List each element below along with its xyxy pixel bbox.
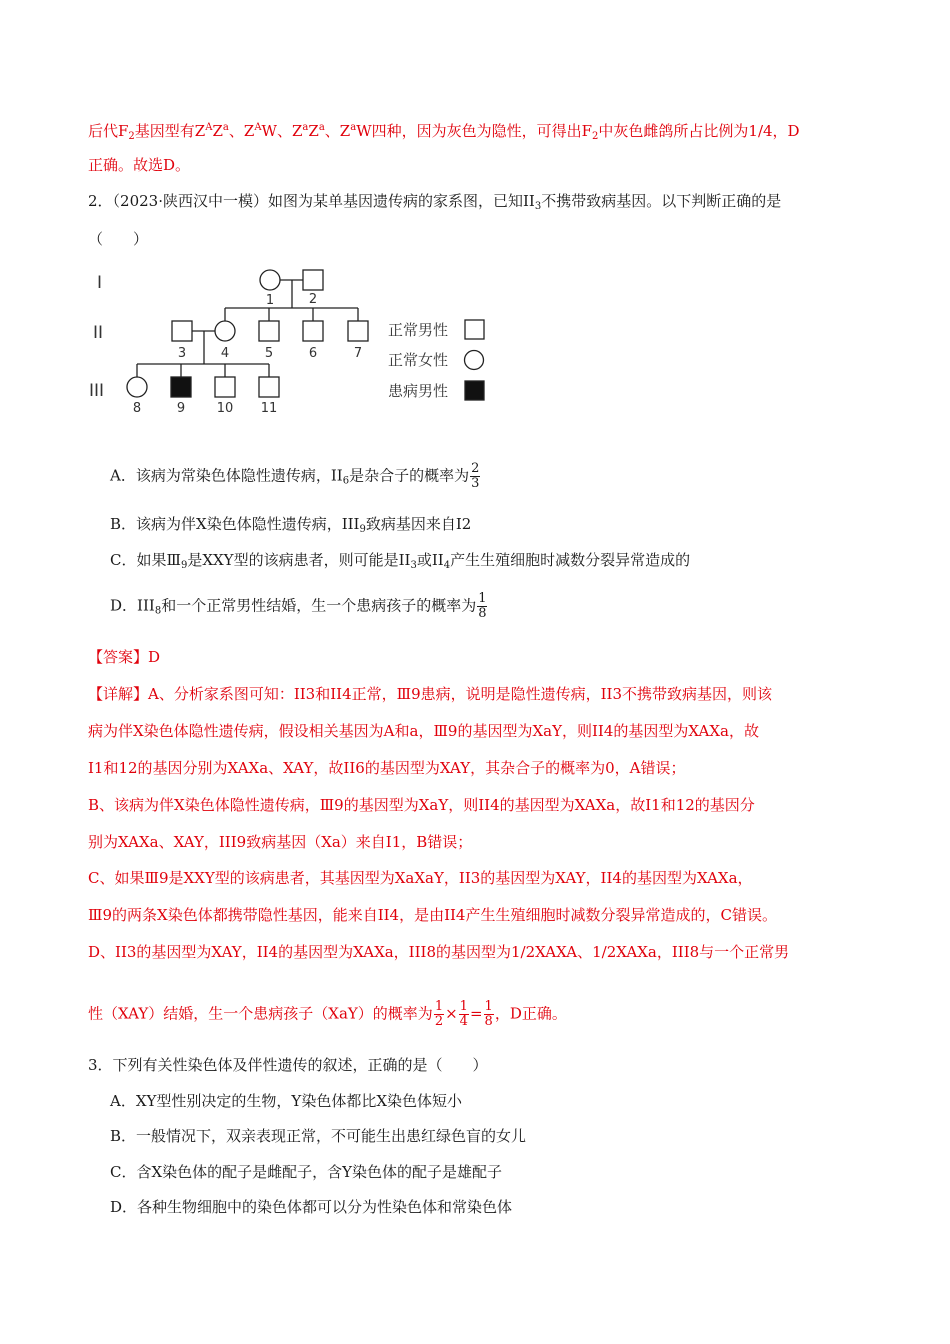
individual-II3 <box>172 321 192 341</box>
pedigree-diagram <box>88 262 508 422</box>
numerator: 1 <box>484 999 493 1014</box>
legend-label-normal-female: 正常女性 <box>388 351 449 369</box>
legend-affected-male-icon <box>465 381 484 400</box>
text: 、Z <box>276 122 303 140</box>
detail-line-8: D、II3的基因型为XAY，II4的基因型为XAXa，III8的基因型为1/2XAXA、1/2XAXa，III8与一个正常男 <box>88 943 790 961</box>
question-3-option-b: B．一般情况下，双亲表现正常，不可能生出患红绿色盲的女儿 <box>110 1127 527 1145</box>
superscript: a <box>302 122 309 133</box>
text: D．III <box>110 596 155 615</box>
text: 是杂合子的概率为 <box>349 466 470 485</box>
individual-III8 <box>127 377 147 397</box>
generation-label-II: II <box>93 323 104 343</box>
numerator: 1 <box>459 999 468 1014</box>
question-2-option-c <box>110 549 690 577</box>
denominator: 8 <box>484 1014 493 1029</box>
individual-id: 3 <box>177 346 187 361</box>
subscript: 9 <box>359 524 366 535</box>
individual-id: 1 <box>265 293 275 308</box>
text: 中灰色雌鸽所占比例为1/4，D <box>598 122 800 140</box>
subscript: 2 <box>128 131 135 142</box>
detail-line-7: Ⅲ9的两条X染色体都携带隐性基因，能来自II4，是由II4产生生殖细胞时减数分裂异常造成的，C错误。 <box>88 906 777 924</box>
individual-id: 7 <box>353 346 363 361</box>
text: B．该病为伴X染色体隐性遗传病，III <box>110 515 360 533</box>
subscript: 3 <box>534 201 542 212</box>
denominator: 8 <box>478 606 487 621</box>
prev-answer-line-2: 正确。故选D。 <box>88 156 191 174</box>
question-3-option-d: D．各种生物细胞中的染色体都可以分为性染色体和常染色体 <box>110 1198 513 1216</box>
legend-label-normal-male: 正常男性 <box>388 321 449 339</box>
text: W <box>356 122 372 140</box>
numerator: 1 <box>478 591 487 606</box>
individual-id: 2 <box>308 292 318 307</box>
numerator: 2 <box>471 461 480 476</box>
individual-I1 <box>260 270 280 290</box>
subscript: 9 <box>180 560 188 571</box>
generation-label-III: III <box>89 381 105 401</box>
text: 四种，因为灰色为隐性，可得出F <box>371 122 593 140</box>
times-sign: × <box>445 1004 458 1023</box>
legend-normal-female-icon <box>465 351 484 370</box>
text: C．如果Ⅲ <box>110 551 181 569</box>
legend-label-affected-male: 患病男性 <box>388 382 449 400</box>
text: 、Z <box>228 122 255 140</box>
superscript: A <box>205 122 213 133</box>
subscript: 4 <box>443 560 451 571</box>
detail-line-4: B、该病为伴X染色体隐性遗传病，Ⅲ9的基因型为XaY，则II4的基因型为XAXa，故I1和12的基因分 <box>88 796 755 814</box>
text: 2．（2023·陕西汉中一模）如图为某单基因遗传病的家系图，已知II <box>88 192 535 210</box>
text: 或II <box>416 551 444 569</box>
denominator: 2 <box>434 1014 444 1029</box>
individual-III10 <box>215 377 235 397</box>
superscript: a <box>222 122 229 133</box>
detail-line-9 <box>88 1000 567 1029</box>
answer-line: 【答案】D <box>88 648 161 666</box>
subscript: 2 <box>592 131 599 142</box>
text: 不携带致病基因。以下判断正确的是 <box>541 192 782 210</box>
text: 产生生殖细胞时减数分裂异常造成的 <box>450 551 691 569</box>
question-2-option-b <box>110 513 471 541</box>
legend-normal-male-icon <box>465 320 484 339</box>
superscript: A <box>254 122 262 133</box>
superscript: a <box>350 122 357 133</box>
individual-id: 4 <box>220 346 230 361</box>
text: 后代F <box>88 122 129 140</box>
question-2-paren: （ ） <box>88 230 149 248</box>
subscript: 3 <box>410 560 417 571</box>
individual-II7 <box>348 321 368 341</box>
text: ，D正确。 <box>494 1004 567 1023</box>
detail-line-1: 【详解】A、分析家系图可知：II3和II4正常，Ⅲ9患病，说明是隐性遗传病，II3不携带致病基因，则该 <box>88 685 773 703</box>
question-2-stem <box>88 190 781 218</box>
fraction <box>470 462 480 491</box>
individual-id: 11 <box>260 401 278 416</box>
text: 和一个正常男性结婚，生一个患病孩子的概率为 <box>161 596 477 615</box>
detail-line-3: I1和12的基因分别为XAXa、XAY，故II6的基因型为XAY，其杂合子的概率为0，A错误； <box>88 759 686 777</box>
denominator: 3 <box>471 476 480 491</box>
text: Z <box>308 122 319 140</box>
question-2-option-d <box>110 592 488 623</box>
fraction <box>459 1000 469 1029</box>
question-3-option-c: C．含X染色体的配子是雌配子，含Y染色体的配子是雄配子 <box>110 1163 503 1181</box>
individual-id: 10 <box>216 401 234 416</box>
individual-id: 9 <box>176 401 186 416</box>
individual-III9-affected <box>171 377 191 397</box>
subscript: 6 <box>342 475 350 487</box>
detail-line-2: 病为伴X染色体隐性遗传病，假设相关基因为A和a，Ⅲ9的基因型为XaY，则II4的基因型为XAXa，故 <box>88 722 759 740</box>
prev-answer-line-1 <box>88 117 800 148</box>
text: 、Z <box>324 122 351 140</box>
individual-III11 <box>259 377 279 397</box>
text: 性（XAY）结婚，生一个患病孩子（XaY）的概率为 <box>88 1004 433 1023</box>
text: 基因型有Z <box>134 122 206 140</box>
subscript: 8 <box>154 605 162 617</box>
superscript: a <box>318 122 325 133</box>
fraction <box>484 1000 494 1029</box>
generation-label-I: I <box>97 273 103 293</box>
individual-II6 <box>303 321 323 341</box>
text: Z <box>212 122 223 140</box>
question-3-stem: 3．下列有关性染色体及伴性遗传的叙述，正确的是（ ） <box>88 1056 488 1074</box>
individual-id: 6 <box>308 346 318 361</box>
text: W <box>261 122 277 140</box>
individual-II4 <box>215 321 235 341</box>
denominator: 4 <box>459 1014 468 1029</box>
numerator: 1 <box>434 999 444 1014</box>
detail-line-6: C、如果Ⅲ9是XXY型的该病患者，其基因型为XaXaY，II3的基因型为XAY，II4的基因型为XAXa， <box>88 869 753 887</box>
question-2-option-a <box>110 462 481 493</box>
detail-line-5: 别为XAXa、XAY，III9致病基因（Xa）来自I1，B错误； <box>88 833 473 851</box>
fraction <box>477 592 487 621</box>
text: 是XXY型的该病患者，则可能是II <box>187 551 411 569</box>
equals-sign: = <box>469 1004 483 1023</box>
text: A．该病为常染色体隐性遗传病，II <box>110 466 343 485</box>
individual-II5 <box>259 321 279 341</box>
text: 致病基因来自I2 <box>365 515 472 533</box>
individual-I2 <box>303 270 323 290</box>
question-3-option-a: A．XY型性别决定的生物，Y染色体都比X染色体短小 <box>110 1092 462 1110</box>
individual-id: 5 <box>264 346 274 361</box>
individual-id: 8 <box>132 401 142 416</box>
fraction <box>434 1000 444 1029</box>
